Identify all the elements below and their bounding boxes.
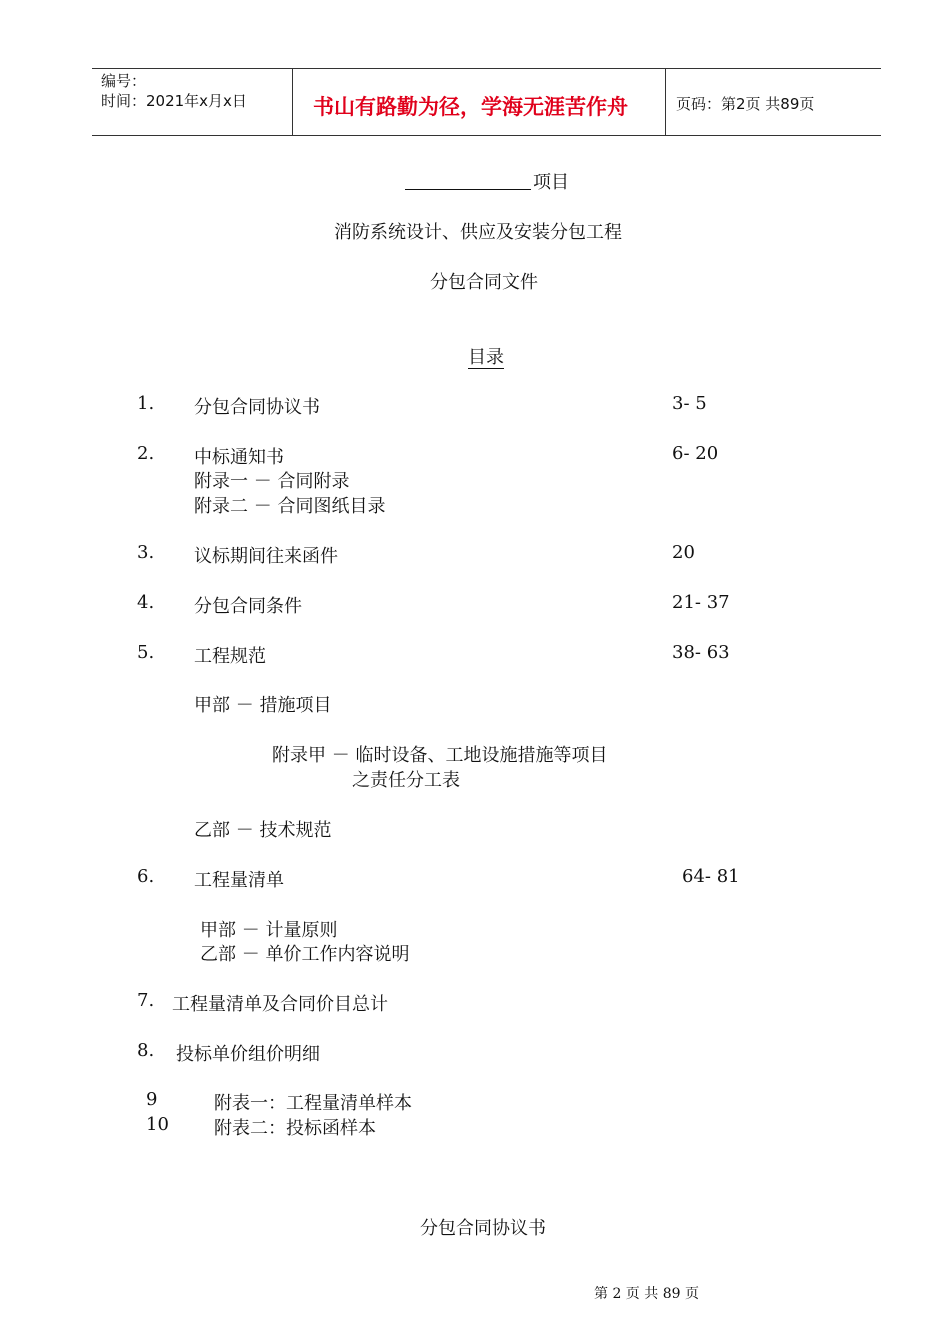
toc-item-pages: 3- 5 <box>672 393 707 414</box>
header-divider-1 <box>292 69 293 136</box>
toc-subitem: 附录二 － 合同图纸目录 <box>194 496 386 517</box>
next-section-title: 分包合同协议书 <box>420 1218 546 1239</box>
toc-subitem: 甲部 － 措施项目 <box>194 695 332 716</box>
toc-item-num: 8. <box>137 1040 155 1061</box>
toc-item-num: 4. <box>137 592 155 613</box>
toc-subitem: 乙部 － 技术规范 <box>194 820 332 841</box>
toc-item-num: 3. <box>137 542 155 563</box>
toc-item-text: 工程量清单及合同价目总计 <box>172 994 388 1015</box>
document-type: 分包合同文件 <box>430 272 538 293</box>
header-top-rule <box>92 68 881 69</box>
project-suffix: 项目 <box>533 172 569 193</box>
page-footer: 第 2 页 共 89 页 <box>594 1286 699 1302</box>
toc-item-num: 5. <box>137 642 155 663</box>
toc-item-num: 7. <box>137 990 155 1011</box>
header-motto: 书山有路勤为径，学海无涯苦作舟 <box>313 95 628 119</box>
toc-subitem: 乙部 － 单价工作内容说明 <box>200 944 410 965</box>
toc-item-text: 工程量清单 <box>194 870 284 891</box>
project-name-blank <box>405 171 531 190</box>
toc-item-num: 10 <box>146 1114 169 1135</box>
toc-item-text: 分包合同协议书 <box>194 397 320 418</box>
toc-subitem: 附录一 － 合同附录 <box>194 471 350 492</box>
toc-subitem: 甲部 － 计量原则 <box>200 920 338 941</box>
toc-item-pages: 20 <box>672 542 695 563</box>
header-divider-2 <box>665 69 666 136</box>
toc-item-text: 工程规范 <box>194 646 266 667</box>
toc-item-text: 中标通知书 <box>194 447 284 468</box>
header-time-label: 时间：2021年x月x日 <box>101 92 247 110</box>
toc-subitem: 附录甲 － 临时设备、工地设施措施等项目 <box>272 745 608 766</box>
header-bottom-rule <box>92 135 881 136</box>
toc-item-num: 6. <box>137 866 155 887</box>
toc-item-pages: 21- 37 <box>672 592 730 613</box>
document-subtitle: 消防系统设计、供应及安装分包工程 <box>334 222 622 243</box>
header-page-info: 页码：第2页 共89页 <box>676 95 815 113</box>
toc-item-text: 投标单价组价明细 <box>176 1044 320 1065</box>
toc-heading: 目录 <box>468 347 504 368</box>
toc-item-num: 1. <box>137 393 155 414</box>
toc-item-pages: 6- 20 <box>672 443 719 464</box>
toc-item-text: 议标期间往来函件 <box>194 546 338 567</box>
toc-item-text: 附表二：投标函样本 <box>214 1118 376 1139</box>
toc-item-num: 2. <box>137 443 155 464</box>
toc-subitem: 之责任分工表 <box>352 770 460 791</box>
project-title <box>405 168 569 194</box>
toc-item-text: 附表一：工程量清单样本 <box>214 1093 412 1114</box>
toc-item-pages: 38- 63 <box>672 642 730 663</box>
toc-item-num: 9 <box>146 1089 158 1110</box>
toc-item-pages: 64- 81 <box>682 866 740 887</box>
header-serial-label: 编号： <box>101 72 147 90</box>
toc-item-text: 分包合同条件 <box>194 596 302 617</box>
